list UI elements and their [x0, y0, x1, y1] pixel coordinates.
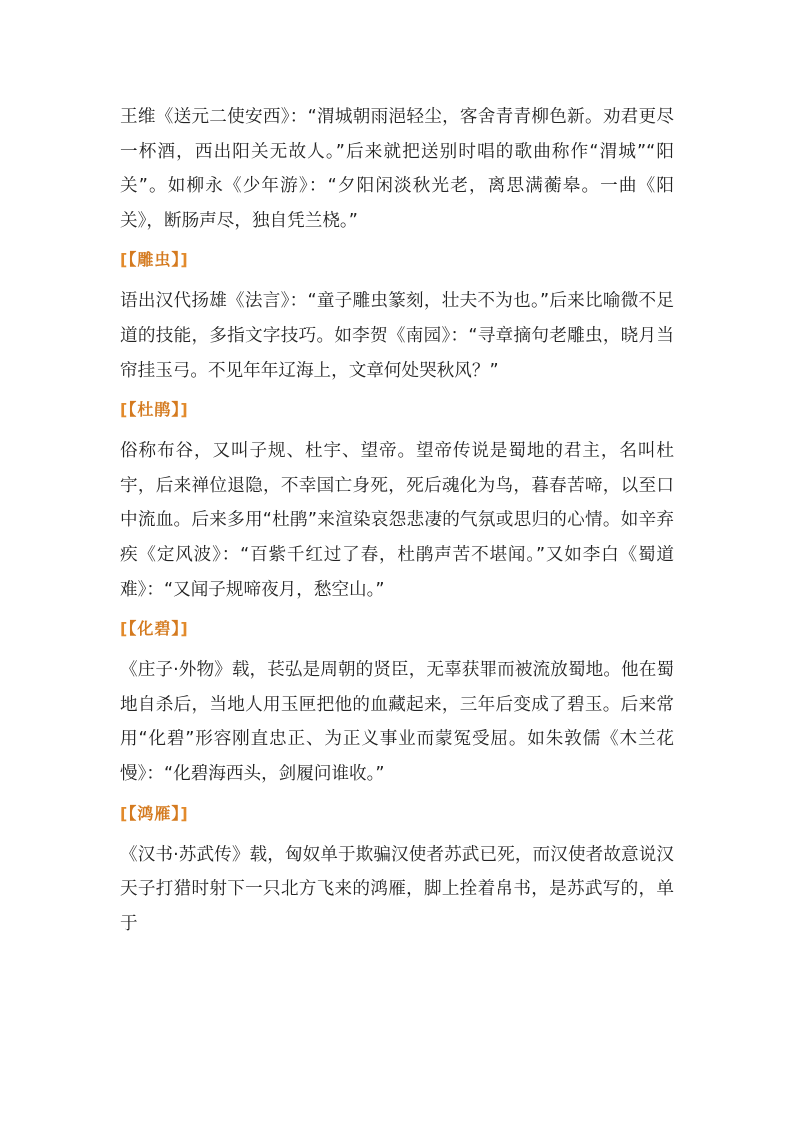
- heading-term: 【雕虫】: [128, 250, 181, 270]
- heading-open-bracket: [: [120, 400, 129, 420]
- heading-open-bracket: [: [120, 803, 129, 823]
- heading-huabi: [120, 619, 674, 639]
- paragraph-yangguan: 王维《送元二使安西》：“渭城朝雨浥轻尘，客舍青青柳色新。劝君更尽一杯酒，西出阳关无故人。”后来就把送别时唱的歌曲称作“渭城”“阳关”。如柳永《少年游》：“夕阳闲淡秋光老，离思满蘅皋。一曲《阳关》，断肠声尽，独自凭兰桡。”: [120, 107, 674, 231]
- heading-close-bracket: ]: [180, 400, 189, 420]
- heading-open-bracket: [: [120, 250, 129, 270]
- heading-close-bracket: ]: [180, 619, 189, 639]
- document-page: [120, 100, 674, 941]
- heading-term: 【鸿雁】: [128, 803, 181, 823]
- heading-term: 【化碧】: [128, 619, 181, 639]
- paragraph-dujuan: 俗称布谷，又叫子规、杜宇、望帝。望帝传说是蜀地的君主，名叫杜宇，后来禅位退隐，不幸国亡身死，死后魂化为鸟，暮春苦啼，以至口中流血。后来多用“杜鹃”来渲染哀怨悲凄的气氛或思归的心情。如辛弃疾《定风波》：“百紫千红过了春，杜鹃声苦不堪闻。”又如李白《蜀道难》：“又闻子规啼夜月，愁空山。”: [120, 441, 674, 600]
- heading-dujuan: [120, 400, 674, 420]
- heading-hongyan: [120, 804, 674, 824]
- heading-diaochong: [120, 250, 674, 270]
- paragraph-diaochong: 语出汉代扬雄《法言》：“童子雕虫篆刻，壮夫不为也。”后来比喻微不足道的技能，多指文字技巧。如李贺《南园》：“寻章摘句老雕虫，晓月当帘挂玉弓。不见年年辽海上，文章何处哭秋风？”: [120, 291, 674, 381]
- heading-close-bracket: ]: [180, 250, 189, 270]
- heading-close-bracket: ]: [180, 803, 189, 823]
- heading-open-bracket: [: [120, 619, 129, 639]
- paragraph-hongyan: 《汉书·苏武传》载，匈奴单于欺骗汉使者苏武已死，而汉使者故意说汉天子打猎时射下一只北方飞来的鸿雁，脚上拴着帛书，是苏武写的，单于: [120, 844, 674, 934]
- heading-term: 【杜鹃】: [128, 400, 181, 420]
- paragraph-huabi: 《庄子·外物》载，苌弘是周朝的贤臣，无辜获罪而被流放蜀地。他在蜀地自杀后，当地人用玉匣把他的血藏起来，三年后变成了碧玉。后来常用“化碧”形容刚直忠正、为正义事业而蒙冤受屈。如朱敦儒《木兰花慢》：“化碧海西头，剑履问谁收。”: [120, 660, 674, 784]
